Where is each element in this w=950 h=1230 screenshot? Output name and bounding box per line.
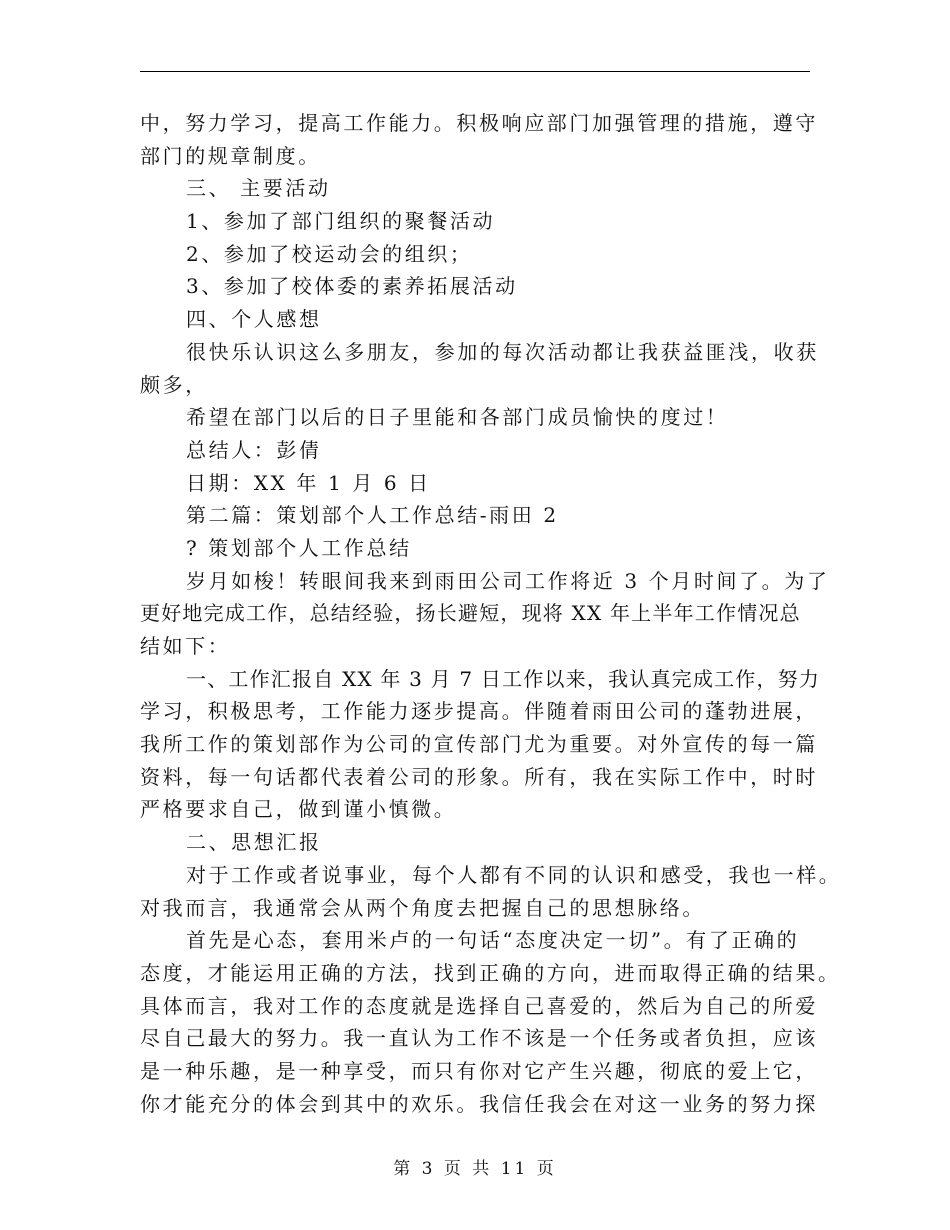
text-line: 对于工作或者说事业，每个人都有不同的认识和感受，我也一样。 xyxy=(186,862,842,887)
header-rule xyxy=(140,71,810,72)
text-line: 很快乐认识这么多朋友，参加的每次活动都让我获益匪浅，收获 xyxy=(186,339,819,364)
text-line: ? 策划部个人工作总结 xyxy=(186,535,412,560)
text-line: 部门的规章制度。 xyxy=(140,143,321,168)
text-line: 颇多， xyxy=(140,372,208,397)
text-line: 2、参加了校运动会的组织； xyxy=(186,241,473,266)
text-line: 日期：XX 年 1 月 6 日 xyxy=(186,470,431,495)
text-line: 对我而言，我通常会从两个角度去把握自己的思想脉络。 xyxy=(140,895,705,920)
text-line: 你才能充分的体会到其中的欢乐。我信任我会在对这一业务的努力探 xyxy=(140,1091,818,1116)
text-line: 严格要求自己，做到谨小慎微。 xyxy=(140,797,457,822)
text-line: 总结人：彭倩 xyxy=(186,437,322,462)
text-line: 首先是心态，套用米卢的一句话“态度决定一切”。有了正确的 xyxy=(186,928,800,953)
text-line: 1、参加了部门组织的聚餐活动 xyxy=(186,209,496,234)
text-line: 一、工作汇报自 XX 年 3 月 7 日工作以来，我认真完成工作，努力 xyxy=(186,666,821,691)
text-line: 二、思想汇报 xyxy=(186,830,322,855)
text-line: 学习，积极思考，工作能力逐步提高。伴随着雨田公司的蓬勃进展， xyxy=(140,699,818,724)
text-line: 我所工作的策划部作为公司的宣传部门尤为重要。对外宣传的每一篇 xyxy=(140,732,818,757)
text-line: 希望在部门以后的日子里能和各部门成员愉快的度过！ xyxy=(186,405,729,430)
text-line: 3、参加了校体委的素养拓展活动 xyxy=(186,274,518,299)
page-footer: 第 3 页 共 11 页 xyxy=(393,1159,557,1179)
text-line: 三、 主要活动 xyxy=(186,176,331,201)
text-line: 尽自己最大的努力。我一直认为工作不该是一个任务或者负担，应该 xyxy=(140,1026,818,1051)
text-line: 结如下： xyxy=(140,634,231,658)
text-line: 态度，才能运用正确的方法，找到正确的方向，进而取得正确的结果。 xyxy=(140,960,841,985)
text-line: 更好地完成工作，总结经验，扬长避短，现将 XX 年上半年工作情况总 xyxy=(140,601,801,626)
text-line: 具体而言，我对工作的态度就是选择自己喜爱的，然后为自己的所爱 xyxy=(140,993,818,1018)
text-line: 岁月如梭！转眼间我来到雨田公司工作将近 3 个月时间了。为了 xyxy=(186,568,830,593)
text-line: 中，努力学习，提高工作能力。积极响应部门加强管理的措施，遵守 xyxy=(140,111,818,135)
text-line: 四、个人感想 xyxy=(186,307,322,332)
text-line: 第二篇：策划部个人工作总结-雨田 2 xyxy=(186,503,559,528)
text-line: 是一种乐趣，是一种享受，而只有你对它产生兴趣，彻底的爱上它， xyxy=(140,1058,818,1083)
document-body xyxy=(140,107,842,1120)
text-line: 资料，每一句话都代表着公司的形象。所有，我在实际工作中，时时 xyxy=(140,764,818,789)
